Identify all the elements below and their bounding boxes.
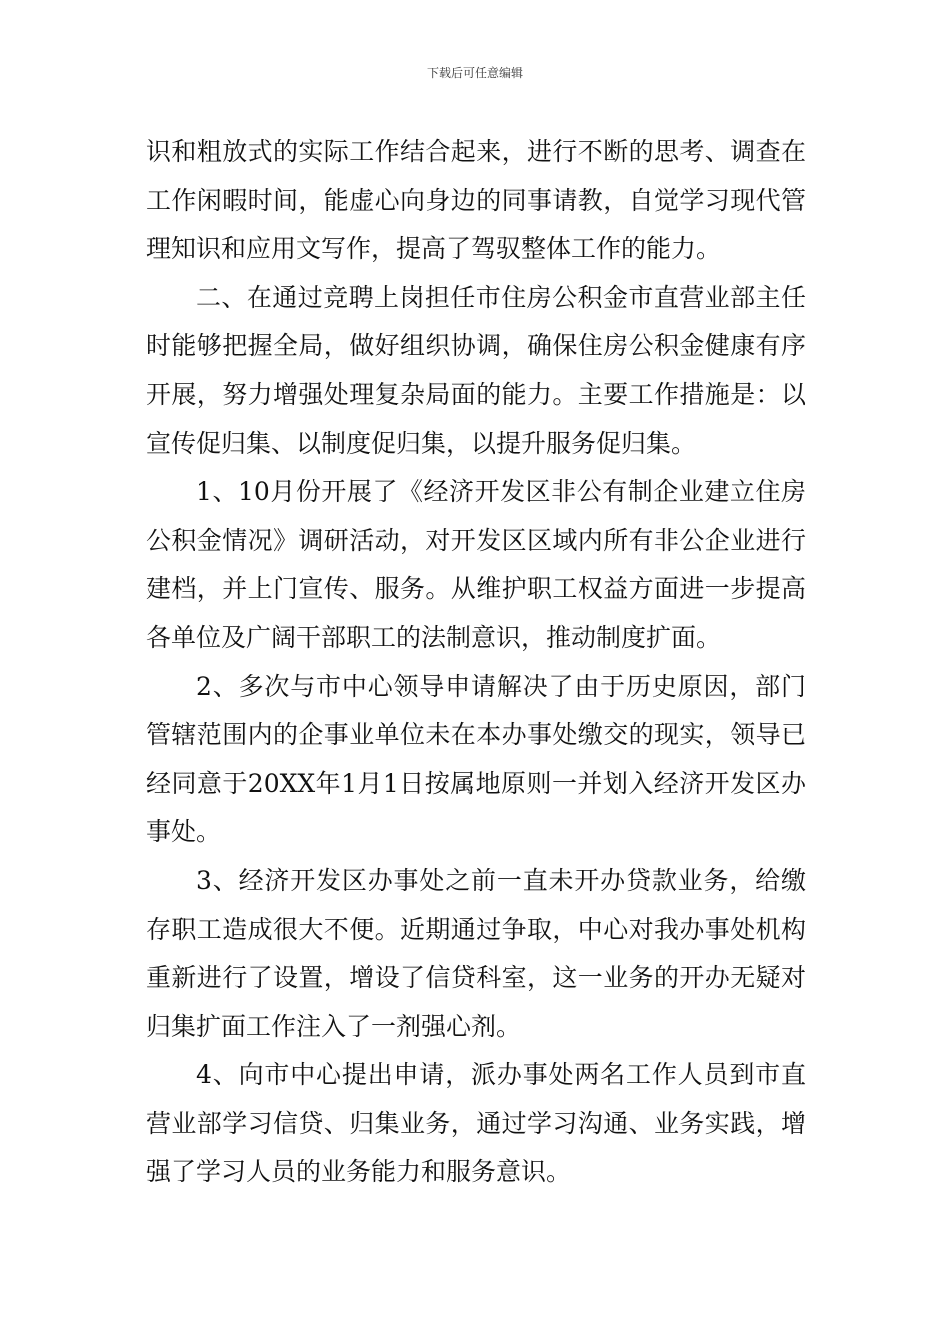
page-header: 下载后可任意编辑 — [426, 66, 523, 80]
paragraph: 2、多次与市中心领导申请解决了由于历史原因，部门管辖范围内的企事业单位未在本办事处缴交的现实，领导已经同意于20XX年1月1日按属地原则一并划入经济开发区办事处。 — [146, 671, 806, 847]
paragraph: 1、10月份开展了《经济开发区非公有制企业建立住房公积金情况》调研活动，对开发区区域内所有非公企业进行建档，并上门宣传、服务。从维护职工权益方面进一步提高各单位及广阔干部职工的法制意识，推动制度扩面。 — [146, 477, 806, 652]
paragraph: 4、向市中心提出申请，派办事处两名工作人员到市直营业部学习信贷、归集业务，通过学习沟通、业务实践，增强了学习人员的业务能力和服务意识。 — [146, 1060, 806, 1187]
paragraph: 二、在通过竞聘上岗担任市住房公积金市直营业部主任时能够把握全局，做好组织协调，确保住房公积金健康有序开展，努力增强处理复杂局面的能力。主要工作措施是：以宣传促归集、以制度促归集，以提升服务促归集。 — [146, 282, 806, 458]
paragraph: 识和粗放式的实际工作结合起来，进行不断的思考、调查在工作闲暇时间，能虚心向身边的同事请教，自觉学习现代管理知识和应用文写作，提高了驾驭整体工作的能力。 — [146, 137, 806, 264]
paragraph: 3、经济开发区办事处之前一直未开办贷款业务，给缴存职工造成很大不便。近期通过争取，中心对我办事处机构重新进行了设置，增设了信贷科室，这一业务的开办无疑对归集扩面工作注入了一剂强心剂。 — [146, 865, 806, 1041]
document-body — [146, 128, 806, 1197]
